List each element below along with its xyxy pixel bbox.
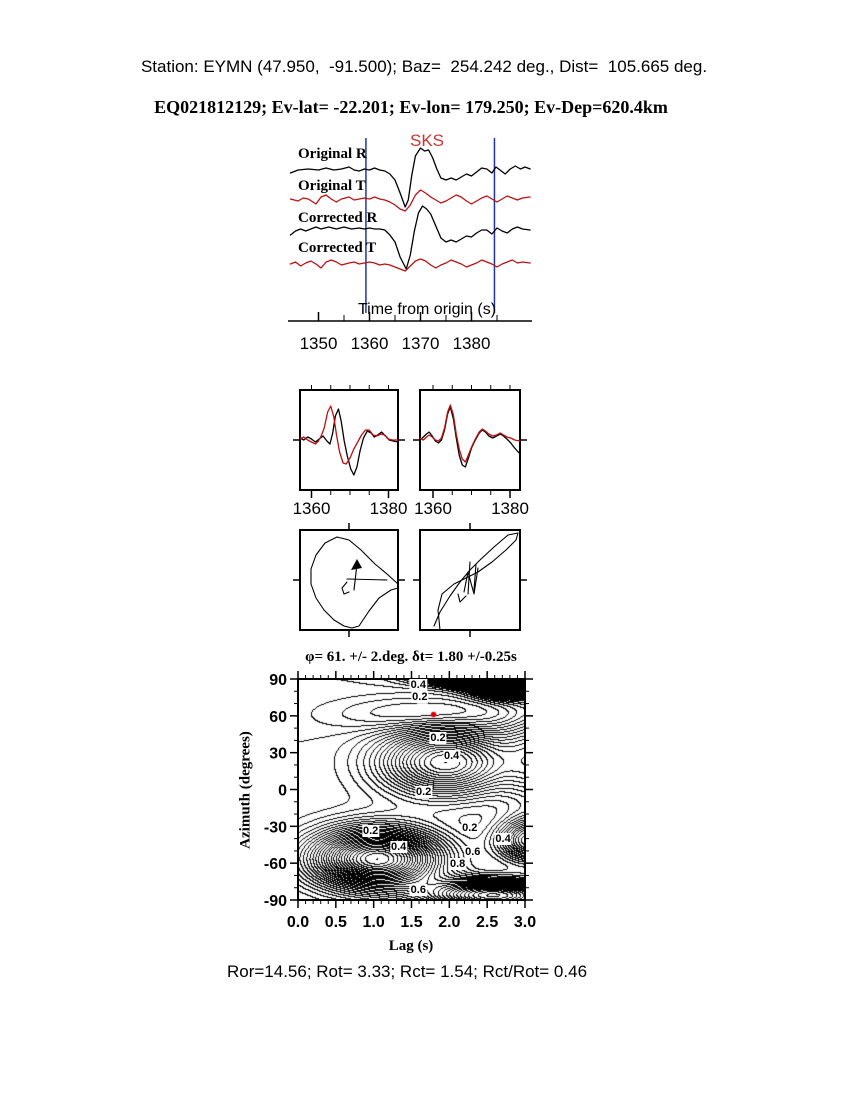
particle-motion-corrected-curve xyxy=(474,564,476,590)
uncorrected-pair-trace xyxy=(300,406,398,464)
particle-motion-corrected-frame xyxy=(420,530,520,630)
corrected-pair-frame xyxy=(420,390,520,490)
azimuth-tick-label: 90 xyxy=(269,672,287,689)
azimuth-tick-label: 30 xyxy=(269,745,287,763)
particle-motion-corrected-curve xyxy=(464,568,478,594)
lag-tick-label: 0.0 xyxy=(286,914,310,931)
azimuth-tick-label: 60 xyxy=(269,708,287,726)
trace-label-original-t: Original T xyxy=(298,178,366,194)
contour-level-label: 0.6 xyxy=(465,846,481,859)
lag-tick-label: 3.0 xyxy=(513,914,537,931)
corrected-pair-trace xyxy=(420,407,520,467)
azimuth-tick-label: -90 xyxy=(263,893,287,910)
contour-level-label: 0.4 xyxy=(390,841,407,854)
uncorrected-pair-trace xyxy=(300,409,398,475)
phase-label-sks: SKS xyxy=(409,131,445,150)
particle-motion-corrected-curve xyxy=(434,533,518,626)
lag-axis-label: Lag (s) xyxy=(388,938,434,954)
comparison-tick-label: 1380 xyxy=(369,499,408,518)
contour-level-label: 0.4 xyxy=(410,679,426,692)
time-tick-label: 1380 xyxy=(452,334,491,353)
station-title: Station: EYMN (47.950, -91.500); Baz= 254.242 deg., Dist= 105.665 deg. xyxy=(140,57,708,76)
corrected-pair-trace xyxy=(420,405,520,462)
particle-motion-uncorrected-curve xyxy=(354,564,357,590)
azimuth-tick-label: -60 xyxy=(263,856,287,874)
time-axis-label: Time from origin (s) xyxy=(357,301,497,318)
particle-motion-uncorrected-curve xyxy=(347,579,387,580)
particle-motion-corrected-curve xyxy=(468,562,470,594)
event-title: EQ021812129; Ev-lat= -22.201; Ev-lon= 179.250; Ev-Dep=620.4km xyxy=(154,97,668,117)
contour-level-label: 0.2 xyxy=(415,785,432,798)
particle-motion-corrected-curve xyxy=(458,594,466,602)
azimuth-tick-label: -30 xyxy=(263,819,287,837)
lag-tick-label: 1.5 xyxy=(400,914,423,931)
lag-tick-label: 2.0 xyxy=(438,914,461,931)
comparison-tick-label: 1360 xyxy=(292,499,331,518)
contour-level-label: 0.2 xyxy=(430,731,446,744)
contour-level-label: 0.2 xyxy=(462,821,478,834)
time-tick-label: 1360 xyxy=(350,334,389,353)
azimuth-tick-label: 0 xyxy=(278,782,287,800)
contour-level-label: 0.8 xyxy=(450,858,466,871)
uncorrected-pair-frame xyxy=(300,390,398,490)
contour-level-label: 0.4 xyxy=(443,750,460,763)
azimuth-axis-label: Azimuth (degrees) xyxy=(237,731,254,849)
particle-motion-uncorrected-curve xyxy=(311,537,398,628)
lag-tick-label: 0.5 xyxy=(324,914,347,931)
trace-label-corrected-t: Corrected T xyxy=(298,240,377,256)
lag-tick-label: 1.0 xyxy=(362,914,385,931)
particle-motion-uncorrected-frame xyxy=(300,530,398,630)
contour-level-label: 0.2 xyxy=(362,825,379,838)
comparison-tick-label: 1380 xyxy=(491,499,529,518)
energy-ratio-stats: Ror=14.56; Rot= 3.33; Rct= 1.54; Rct/Rot= 0.46 xyxy=(226,962,588,981)
contour-level-labels xyxy=(298,679,525,900)
particle-motion-uncorrected-curve xyxy=(342,582,349,594)
comparison-tick-label: 1360 xyxy=(414,499,452,518)
contour-level-label: 0.6 xyxy=(410,884,426,897)
solution-title: φ= 61. +/- 2.deg. δt= 1.80 +/-0.25s xyxy=(305,649,517,665)
contour-level-label: 0.4 xyxy=(495,832,511,845)
trace-label-original-r: Original R xyxy=(298,146,367,162)
particle-motion-corrected-curve xyxy=(438,533,518,630)
trace-corrected-t xyxy=(290,259,530,271)
contour-level-label: 0.2 xyxy=(412,691,428,704)
lag-tick-label: 2.5 xyxy=(476,914,499,931)
time-tick-label: 1370 xyxy=(401,334,440,353)
particle-motion-uncorrected-arrowhead xyxy=(351,559,362,570)
time-tick-label: 1350 xyxy=(299,334,338,353)
trace-label-corrected-r: Corrected R xyxy=(298,210,378,226)
